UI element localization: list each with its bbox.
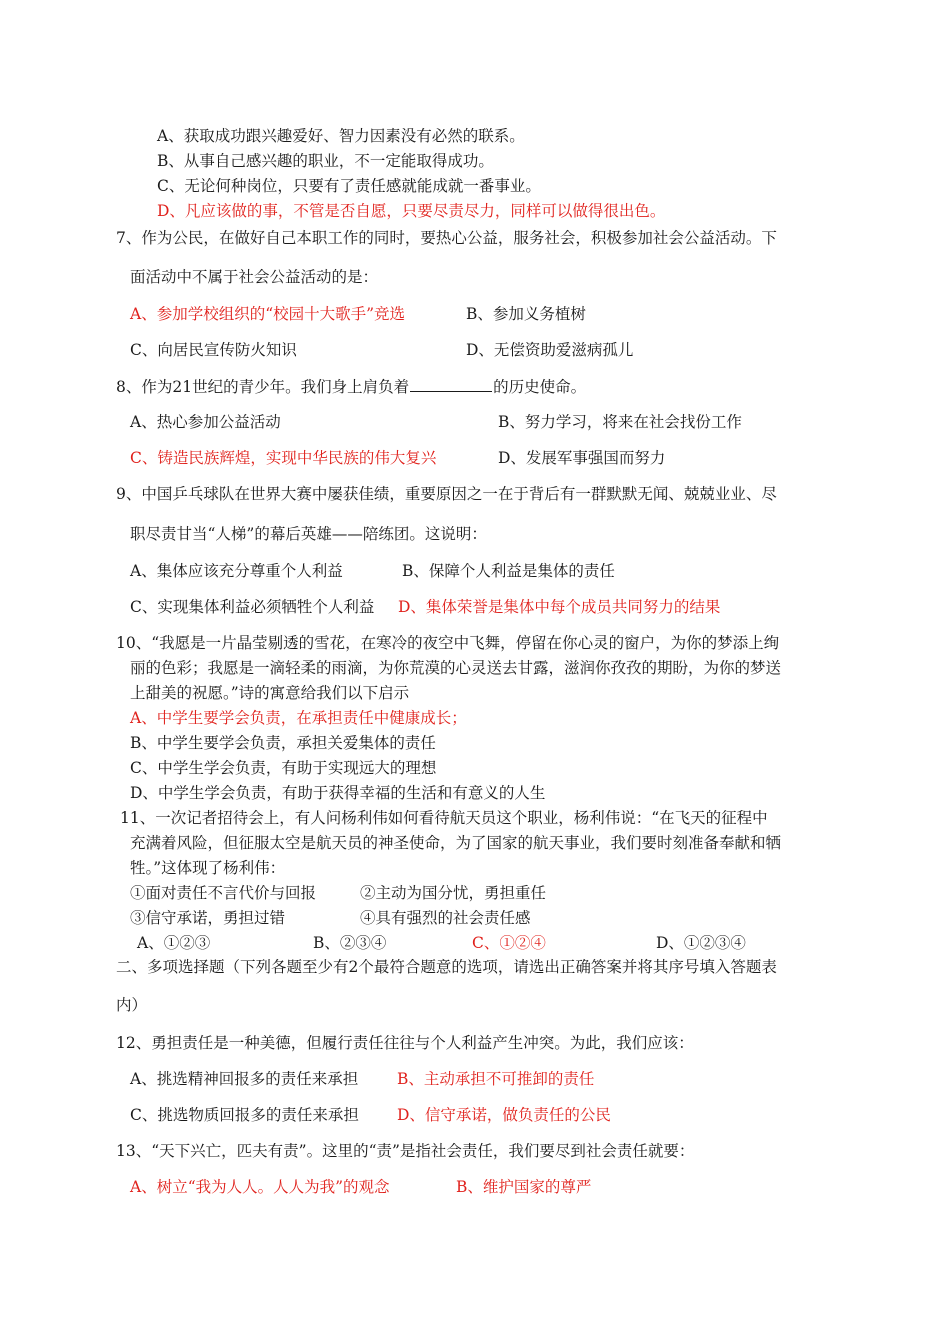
q9-option-c: C、实现集体利益必须牺牲个人利益 [130, 598, 375, 616]
q7-stem-line2: 面活动中不属于社会公益活动的是： [130, 268, 379, 286]
q13-option-b: B、维护国家的尊严 [456, 1178, 592, 1196]
q11-item-2: ②主动为国分忧，勇担重任 [360, 884, 547, 902]
q8-option-d: D、发展军事强国而努力 [498, 449, 666, 467]
q8-stem-post: 的历史使命。 [493, 378, 587, 396]
q6-option-a: A、获取成功跟兴趣爱好、智力因素没有必然的联系。 [157, 127, 525, 145]
q6-option-d: D、凡应该做的事，不管是否自愿，只要尽责尽力，同样可以做得很出色。 [157, 202, 666, 220]
q10-option-b: B、中学生要学会负责，承担关爱集体的责任 [130, 734, 436, 752]
q8-option-c: C、铸造民族辉煌，实现中华民族的伟大复兴 [130, 449, 437, 467]
q11-item-1: ①面对责任不言代价与回报 [130, 884, 317, 902]
section2-heading-line2: 内） [116, 996, 148, 1014]
q9-option-d: D、集体荣誉是集体中每个成员共同努力的结果 [398, 598, 721, 616]
q11-option-c: C、①②④ [472, 934, 546, 952]
q11-stem-line2: 充满着风险，但征服太空是航天员的神圣使命，为了国家的航天事业，我们要时刻准备奉献和牺 [130, 834, 782, 852]
q12-option-b: B、主动承担不可推卸的责任 [397, 1070, 595, 1088]
q7-option-b: B、参加义务植树 [466, 305, 586, 323]
q10-option-d: D、中学生学会负责，有助于获得幸福的生活和有意义的人生 [130, 784, 546, 802]
q11-stem-line1: 11、一次记者招待会上，有人问杨利伟如何看待航天员这个职业，杨利伟说：“在飞天的征程中 [120, 809, 768, 827]
q7-stem-line1: 7、作为公民，在做好自己本职工作的同时，要热心公益，服务社会，积极参加社会公益活动。下 [116, 229, 777, 247]
q6-option-b: B、从事自己感兴趣的职业，不一定能取得成功。 [157, 152, 494, 170]
q12-option-c: C、挑选物质回报多的责任来承担 [130, 1106, 359, 1124]
q9-stem-line1: 9、中国乒乓球队在世界大赛中屡获佳绩，重要原因之一在于背后有一群默默无闻、兢兢业业、尽 [116, 485, 777, 503]
q8-option-b: B、努力学习，将来在社会找份工作 [498, 413, 742, 431]
answer-blank [410, 377, 492, 392]
q12-stem: 12、勇担责任是一种美德，但履行责任往往与个人利益产生冲突。为此，我们应该： [116, 1034, 694, 1052]
q9-option-b: B、保障个人利益是集体的责任 [402, 562, 615, 580]
q13-option-a: A、树立“我为人人。人人为我”的观念 [130, 1178, 390, 1196]
q8-option-a: A、热心参加公益活动 [130, 413, 281, 431]
q12-option-d: D、信守承诺，做负责任的公民 [397, 1106, 611, 1124]
q10-stem-line1: 10、“我愿是一片晶莹剔透的雪花，在寒冷的夜空中飞舞，停留在你心灵的窗户，为你的梦添上绚 [116, 634, 780, 652]
q9-stem-line2: 职尽责甘当“人梯”的幕后英雄——陪练团。这说明： [130, 525, 487, 543]
q10-stem-line2: 丽的色彩；我愿是一滴轻柔的雨滴，为你荒漠的心灵送去甘露，滋润你孜孜的期盼，为你的梦送 [130, 659, 782, 677]
q7-option-d: D、无偿资助爱滋病孤儿 [466, 341, 634, 359]
q12-option-a: A、挑选精神回报多的责任来承担 [130, 1070, 359, 1088]
q13-stem: 13、“天下兴亡，匹夫有责”。这里的“责”是指社会责任，我们要尽到社会责任就要： [116, 1142, 695, 1160]
q10-option-c: C、中学生学会负责，有助于实现远大的理想 [130, 759, 437, 777]
q11-item-4: ④具有强烈的社会责任感 [360, 909, 531, 927]
q11-option-a: A、①②③ [137, 934, 211, 952]
q11-option-b: B、②③④ [313, 934, 387, 952]
q10-stem-line3: 上甜美的祝愿。”诗的寓意给我们以下启示 [130, 684, 410, 702]
q6-option-c: C、无论何种岗位，只要有了责任感就能成就一番事业。 [157, 177, 541, 195]
q11-item-3: ③信守承诺，勇担过错 [130, 909, 286, 927]
q11-option-d: D、①②③④ [656, 934, 746, 952]
q11-stem-line3: 牲。”这体现了杨利伟： [130, 859, 286, 877]
section2-heading-line1: 二、多项选择题（下列各题至少有2个最符合题意的选项，请选出正确答案并将其序号填入答题表 [116, 958, 777, 976]
q9-option-a: A、集体应该充分尊重个人利益 [130, 562, 343, 580]
q7-option-c: C、向居民宣传防火知识 [130, 341, 297, 359]
q10-option-a: A、中学生要学会负责，在承担责任中健康成长； [130, 709, 467, 727]
q8-stem-pre: 8、作为21世纪的青少年。我们身上肩负着 [116, 378, 410, 396]
q8-stem [116, 377, 586, 397]
q7-option-a: A、参加学校组织的“校园十大歌手”竞选 [130, 305, 406, 323]
